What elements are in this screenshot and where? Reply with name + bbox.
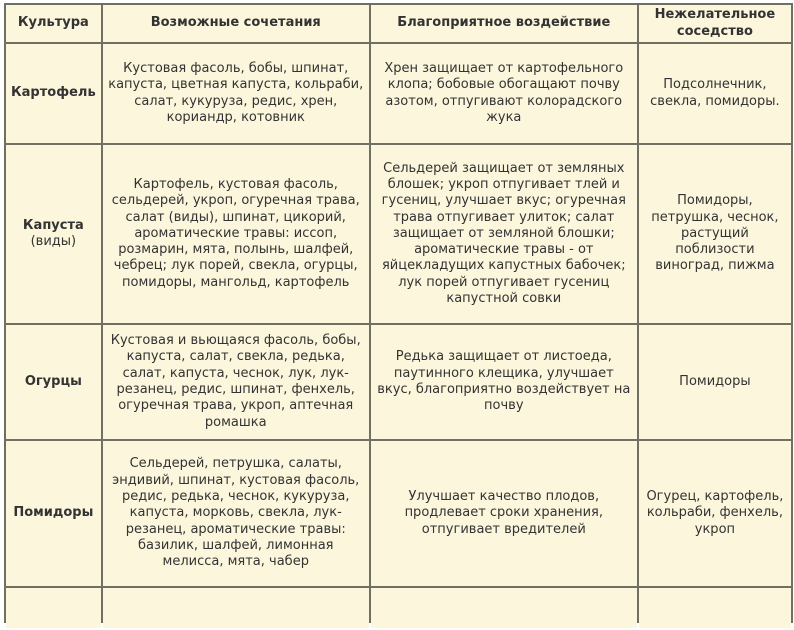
table-header-row [6, 5, 791, 42]
benefits-cell: Сельдерей защищает от земляных блошек; укроп отпугивает тлей и гусениц, улучшает вкус; огуречная трава отпугивает улиток; салат защищает от земляной блошки; ароматические травы - от яйцекладущих капустных бабочек; лук порей отпугивает гусениц капустной совки [371, 145, 637, 323]
undesirable-cell: Помидоры [639, 325, 791, 439]
crop-cell [6, 44, 101, 143]
benefits-cell: Улучшает качество плодов, продлевает сроки хранения, отпугивает вредителей [371, 441, 637, 586]
combinations-cell: Сельдерей, петрушка, салаты, эндивий, шпинат, кустовая фасоль, редис, редька, чеснок, кукуруза, капуста, морковь, свекла, лук-резанец, ароматические травы: базилик, шалфей, лимонная мелисса, мята, чабер [103, 441, 369, 586]
table-row-partial [6, 588, 791, 628]
crop-name: Капуста [22, 217, 84, 233]
header-benefits: Благоприятное воздействие [371, 5, 637, 42]
crop-cell [6, 441, 101, 586]
benefits-cell: Редька защищает от листоеда, паутинного клещика, улучшает вкус, благоприятно воздействует на почву [371, 325, 637, 439]
table-row [6, 145, 791, 323]
combinations-cell: Кустовая и вьющаяся фасоль, бобы, капуста, салат, свекла, редька, салат, капуста, чеснок, лук, лук-резанец, редис, шпинат, фенхель, огуречная трава, укроп, аптечная ромашка [103, 325, 369, 439]
combinations-cell [103, 588, 369, 628]
header-undesirable: Нежелательное соседство [639, 5, 791, 42]
crop-subtitle: (виды) [30, 234, 77, 249]
crop-name: Огурцы [24, 373, 82, 389]
undesirable-cell: Огурец, картофель, кольраби, фенхель, укроп [639, 441, 791, 586]
undesirable-cell: Подсолнечник, свекла, помидоры. [639, 44, 791, 143]
crop-cell [6, 588, 101, 628]
table-row [6, 441, 791, 586]
undesirable-cell: Помидоры, петрушка, чеснок, растущий поблизости виноград, пижма [639, 145, 791, 323]
combinations-cell: Кустовая фасоль, бобы, шпинат, капуста, цветная капуста, кольраби, салат, кукуруза, редис, хрен, кориандр, котовник [103, 44, 369, 143]
header-combinations: Возможные сочетания [103, 5, 369, 42]
crop-name: Картофель [11, 85, 96, 101]
crop-compatibility-table [4, 3, 793, 630]
crop-compatibility-table-frame [4, 3, 793, 623]
benefits-cell: Хрен защищает от картофельного клопа; бобовые обогащают почву азотом, отпугивают колорадского жука [371, 44, 637, 143]
combinations-cell: Картофель, кустовая фасоль, сельдерей, укроп, огуречная трава, салат (виды), шпинат, цикорий, ароматические травы: иссоп, розмарин, мята, полынь, шалфей, чебрец; лук порей, свекла, огурцы, помидоры, мангольд, картофель [103, 145, 369, 323]
table-row [6, 325, 791, 439]
crop-name: Помидоры [13, 505, 94, 521]
undesirable-cell [639, 588, 791, 628]
header-crop: Культура [6, 5, 101, 42]
benefits-cell [371, 588, 637, 628]
crop-cell [6, 325, 101, 439]
crop-cell [6, 145, 101, 323]
table-row [6, 44, 791, 143]
